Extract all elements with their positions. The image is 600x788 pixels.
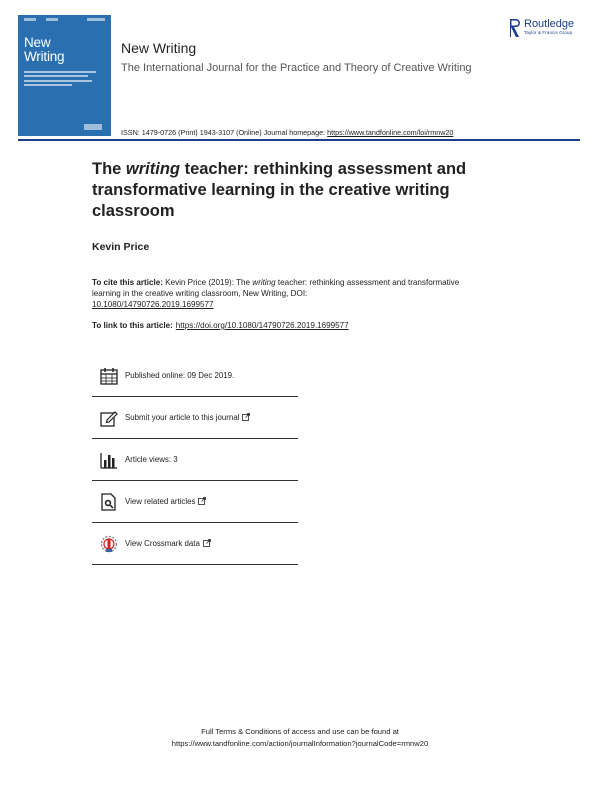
routledge-logo[interactable] xyxy=(508,18,574,38)
cover-top-strip xyxy=(18,15,111,23)
article-doi-link[interactable]: https://doi.org/10.1080/14790726.2019.1699577 xyxy=(175,321,349,330)
citation-text-em: writing xyxy=(252,278,276,287)
link-label: To link to this article: xyxy=(92,321,173,330)
edit-icon xyxy=(100,409,118,427)
cover-publisher-mark xyxy=(84,124,102,130)
footer-line-1: Full Terms & Conditions of access and use can be found at xyxy=(201,727,399,736)
citation-text-post: teacher: rethinking assessment and transformative learning in the creative writing classroom, New Writing, DOI: xyxy=(92,278,460,298)
article-title-pre: The xyxy=(92,160,126,178)
external-link-icon xyxy=(198,497,206,505)
article-views-item xyxy=(92,439,298,481)
external-link-icon xyxy=(203,539,211,547)
article-title-post: teacher: rethinking assessment and transformative learning in the creative writing classroom xyxy=(92,160,467,220)
publisher-tagline: Taylor & Francis Group xyxy=(524,30,573,35)
footer-terms xyxy=(0,726,600,750)
article-title xyxy=(92,159,512,222)
crossmark-label[interactable] xyxy=(125,539,211,548)
published-online-label: Published online: 09 Dec 2019. xyxy=(125,371,235,380)
article-views-label: Article views: 3 xyxy=(125,455,178,464)
header-divider xyxy=(18,139,580,141)
publisher-name: Routledge xyxy=(524,18,575,30)
bar-chart-icon xyxy=(100,451,118,469)
crossmark-item[interactable] xyxy=(92,523,298,565)
search-document-icon xyxy=(100,493,118,511)
citation-text-pre: Kevin Price (2019): The xyxy=(162,278,253,287)
journal-cover-image xyxy=(18,15,111,136)
cover-subtitle-lines xyxy=(24,68,104,89)
calendar-icon xyxy=(100,367,118,385)
citation-block xyxy=(92,277,462,310)
related-articles-text: View related articles xyxy=(125,497,196,506)
published-online-item xyxy=(92,355,298,397)
citation-label: To cite this article: xyxy=(92,278,163,287)
submit-article-item[interactable] xyxy=(92,397,298,439)
issn-text: ISSN: 1479-0726 (Print) 1943-3107 (Online) Journal homepage: xyxy=(121,128,326,137)
submit-article-text: Submit your article to this journal xyxy=(125,413,240,422)
journal-subtitle: The International Journal for the Practice and Theory of Creative Writing xyxy=(121,62,472,74)
journal-title: New Writing xyxy=(121,40,197,56)
article-author: Kevin Price xyxy=(92,241,150,253)
article-title-em: writing xyxy=(125,160,180,178)
related-articles-item[interactable] xyxy=(92,481,298,523)
citation-doi-link[interactable]: 10.1080/14790726.2019.1699577 xyxy=(92,300,214,309)
journal-homepage-link[interactable]: https://www.tandfonline.com/loi/rmnw20 xyxy=(327,128,454,137)
external-link-icon xyxy=(242,413,250,421)
issn-line xyxy=(121,128,453,137)
submit-article-label[interactable] xyxy=(125,413,250,422)
related-articles-label[interactable] xyxy=(125,497,206,506)
crossmark-text: View Crossmark data xyxy=(125,539,200,548)
crossmark-icon xyxy=(100,535,118,553)
cover-title: New Writing xyxy=(24,35,65,64)
article-actions-list xyxy=(92,355,298,565)
routledge-logo-icon xyxy=(508,18,522,38)
footer-terms-link[interactable]: https://www.tandfonline.com/action/journalInformation?journalCode=rmnw20 xyxy=(171,739,429,748)
article-link-line xyxy=(92,321,349,330)
